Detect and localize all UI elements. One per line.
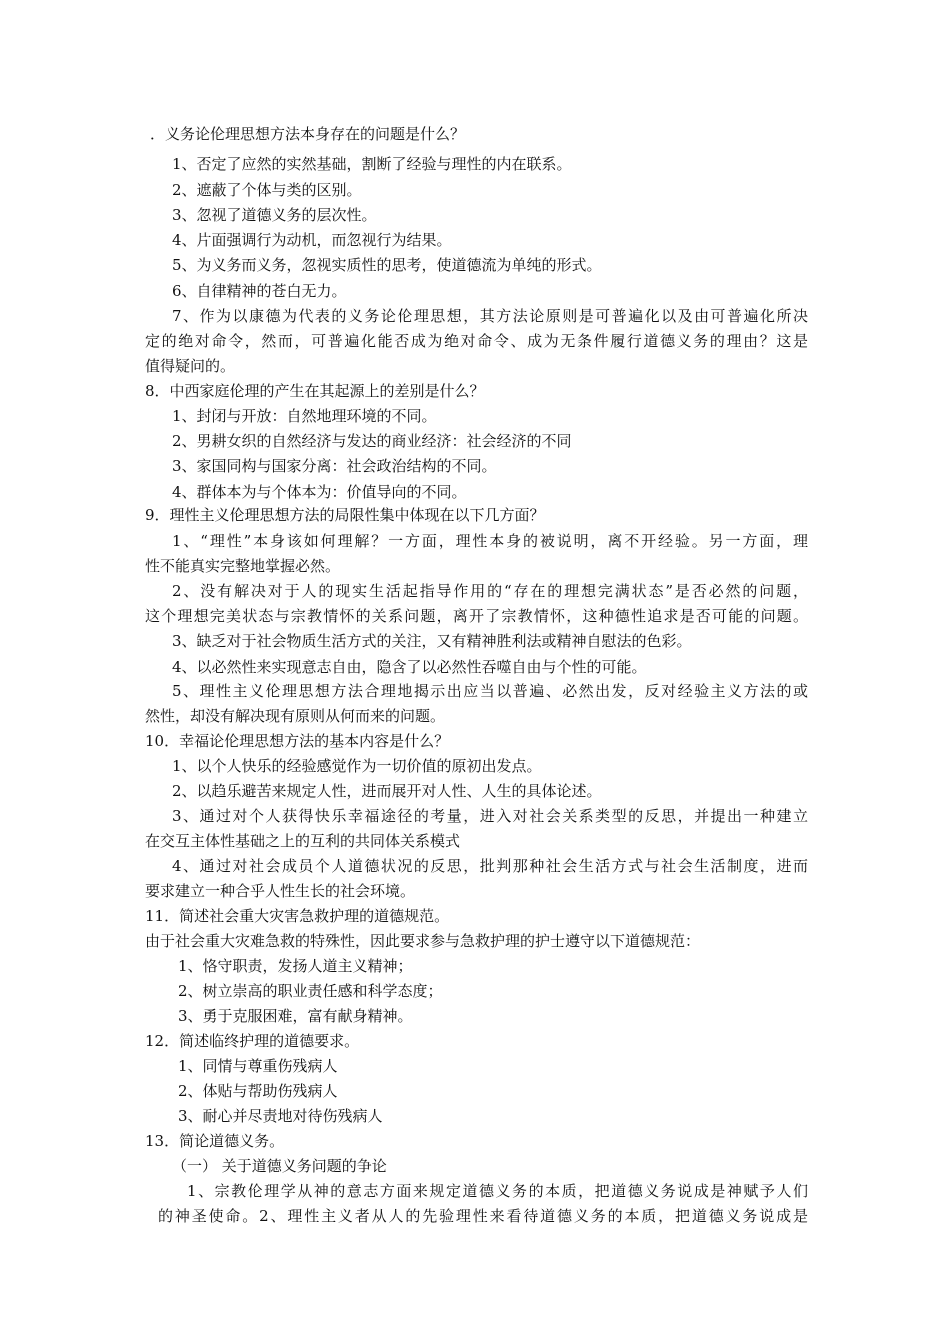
q8-item-4: 4、群体本为与个体本为：价值导向的不同。	[172, 483, 467, 501]
q7-item-6: 6、自律精神的苍白无力。	[172, 282, 347, 300]
q11-intro: 由于社会重大灾难急救的特殊性，因此要求参与急救护理的护士遵守以下道德规范：	[145, 932, 701, 950]
q9-item-1-line-1: 1、“理性”本身该如何理解？一方面，理性本身的被说明，离不开经验。另一方面，理	[172, 532, 808, 550]
q12-item-3: 3、耐心并尽责地对待伤残病人	[178, 1107, 383, 1125]
question-8-heading: 8．中西家庭伦理的产生在其起源上的差别是什么？	[145, 382, 485, 400]
q7-item-3: 3、忽视了道德义务的层次性。	[172, 206, 377, 224]
q10-item-2: 2、以趋乐避苦来规定人性，进而展开对人性、人生的具体论述。	[172, 782, 602, 800]
q11-item-1: 1、恪守职责，发扬人道主义精神；	[178, 957, 413, 975]
q12-item-2: 2、体贴与帮助伤残病人	[178, 1082, 338, 1100]
q12-item-1: 1、同情与尊重伤残病人	[178, 1057, 338, 1075]
q8-item-3: 3、家国同构与国家分离：社会政治结构的不同。	[172, 457, 497, 475]
q7-item-7-line-3: 值得疑问的。	[145, 357, 236, 375]
question-11-heading: 11．简述社会重大灾害急救护理的道德规范。	[145, 907, 450, 925]
q11-item-2: 2、树立崇高的职业责任感和科学态度；	[178, 982, 443, 1000]
q13-para-line-2: 的神圣使命。2、理性主义者从人的先验理性来看待道德义务的本质，把道德义务说成是	[158, 1207, 808, 1225]
q11-item-3: 3、勇于克服困难，富有献身精神。	[178, 1007, 413, 1025]
q10-item-3-line-1: 3、通过对个人获得快乐幸福途径的考量，进入对社会关系类型的反思，并提出一种建立	[172, 807, 808, 825]
q13-para-line-1: 1、宗教伦理学从神的意志方面来规定道德义务的本质，把道德义务说成是神赋予人们	[187, 1182, 808, 1200]
question-9-heading: 9．理性主义伦理思想方法的局限性集中体现在以下几方面？	[145, 506, 545, 524]
question-13-heading: 13．简论道德义务。	[145, 1132, 285, 1150]
q7-item-7-line-2: 定的绝对命令，然而，可普遍化能否成为绝对命令、成为无条件履行道德义务的理由？这是	[145, 332, 808, 350]
q10-item-3-line-2: 在交互主体性基础之上的互利的共同体关系模式	[145, 832, 461, 850]
q9-item-4: 4、以必然性来实现意志自由，隐含了以必然性吞噬自由与个性的可能。	[172, 658, 647, 676]
q9-item-2-line-1: 2、没有解决对于人的现实生活起指导作用的“存在的理想完满状态”是否必然的问题，	[172, 582, 808, 600]
q10-item-1: 1、以个人快乐的经验感觉作为一切价值的原初出发点。	[172, 757, 542, 775]
q10-item-4-line-2: 要求建立一种合乎人性生长的社会环境。	[145, 882, 416, 900]
question-12-heading: 12．简述临终护理的道德要求。	[145, 1032, 360, 1050]
q7-item-1: 1、否定了应然的实然基础，割断了经验与理性的内在联系。	[172, 155, 572, 173]
q9-item-5-line-1: 5、理性主义伦理思想方法合理地揭示出应当以普遍、必然出发，反对经验主义方法的或	[172, 682, 808, 700]
question-7-heading: ．义务论伦理思想方法本身存在的问题是什么？	[150, 125, 466, 143]
q7-item-5: 5、为义务而义务，忽视实质性的思考，使道德流为单纯的形式。	[172, 256, 602, 274]
q9-item-3: 3、缺乏对于社会物质生活方式的关注，又有精神胜利法或精神自慰法的色彩。	[172, 632, 692, 650]
q10-item-4-line-1: 4、通过对社会成员个人道德状况的反思，批判那种社会生活方式与社会生活制度，进而	[172, 857, 808, 875]
q7-item-4: 4、片面强调行为动机，而忽视行为结果。	[172, 231, 452, 249]
question-10-heading: 10．幸福论伦理思想方法的基本内容是什么？	[145, 732, 450, 750]
q8-item-2: 2、男耕女织的自然经济与发达的商业经济：社会经济的不同	[172, 432, 572, 450]
q9-item-2-line-2: 这个理想完美状态与宗教情怀的关系问题，离开了宗教情怀，这种德性追求是否可能的问题。	[145, 607, 808, 625]
q7-item-2: 2、遮蔽了个体与类的区别。	[172, 181, 362, 199]
q7-item-7-line-1: 7、作为以康德为代表的义务论伦理思想，其方法论原则是可普遍化以及由可普遍化所决	[172, 307, 808, 325]
q8-item-1: 1、封闭与开放：自然地理环境的不同。	[172, 407, 437, 425]
q9-item-5-line-2: 然性，却没有解决现有原则从何而来的问题。	[145, 707, 446, 725]
q13-section-1-heading: （一） 关于道德义务问题的争论	[172, 1157, 387, 1175]
q9-item-1-line-2: 性不能真实完整地掌握必然。	[145, 557, 341, 575]
